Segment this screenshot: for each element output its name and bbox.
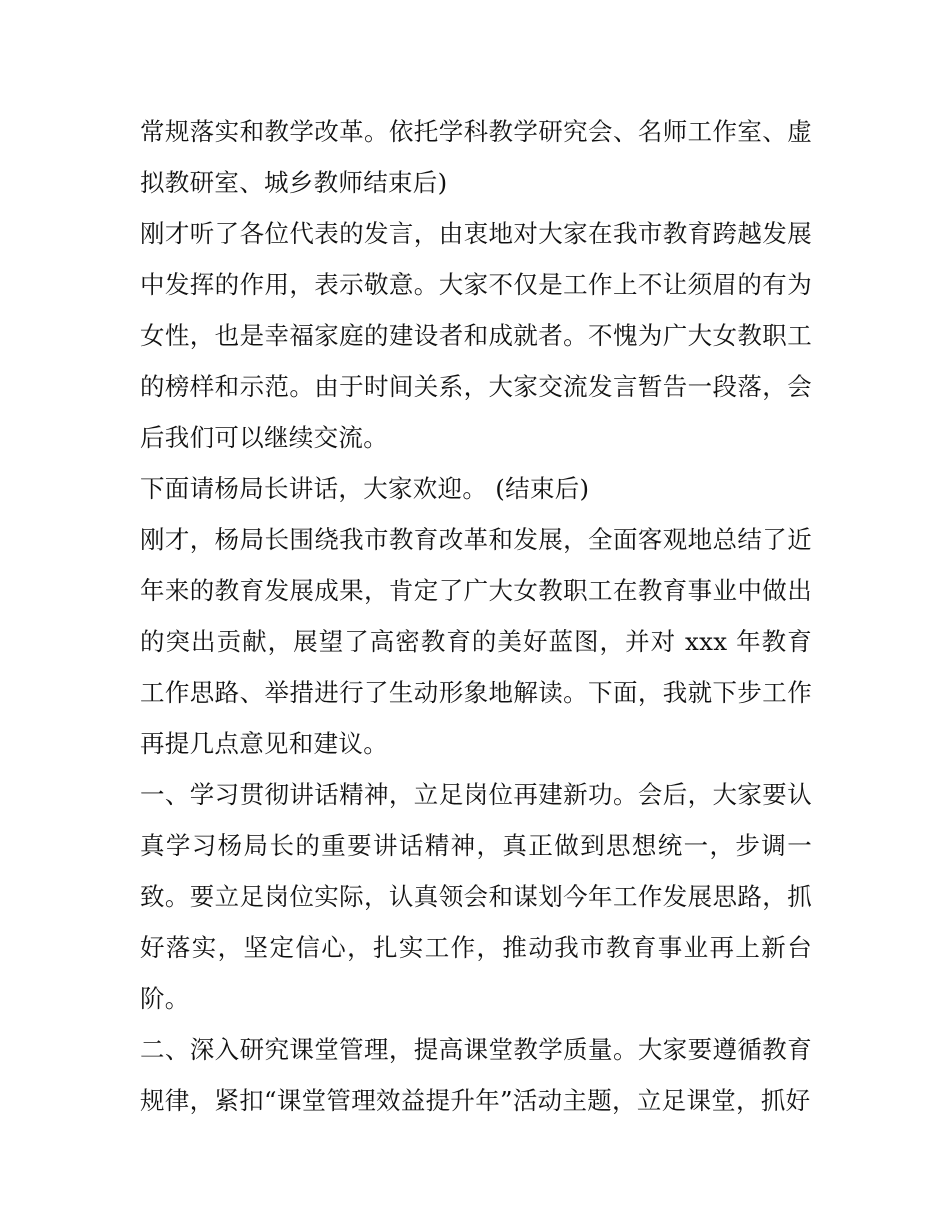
paragraph-2: 刚才听了各位代表的发言，由衷地对大家在我市教育跨越发展中发挥的作用，表示敬意。大家不仅是工作上不让须眉的有为女性，也是幸福家庭的建设者和成就者。不愧为广大女教职工的榜样和示范。由于时间关系，大家交流发言暂告一段落，会后我们可以继续交流。: [140, 219, 812, 452]
paragraph-6: 二、深入研究课堂管理，提高课堂教学质量。大家要遵循教育规律，紧扣“课堂管理效益提升年”活动主题，立足课堂，抓好: [140, 1035, 812, 1115]
paragraph-3: 下面请杨局长讲话，大家欢迎。 (结束后): [140, 474, 590, 503]
paragraph-5: 一、学习贯彻讲话精神，立足岗位再建新功。会后，大家要认真学习杨局长的重要讲话精神，真正做到思想统一，步调一致。要立足岗位实际，认真领会和谋划今年工作发展思路，抓好落实，坚定信心，扎实工作，推动我市教育事业再上新台阶。: [140, 780, 812, 1013]
document-body: [140, 106, 812, 1126]
paragraph-4: 刚才，杨局长围绕我市教育改革和发展，全面客观地总结了近年来的教育发展成果，肯定了广大女教职工在教育事业中做出的突出贡献，展望了高密教育的美好蓝图，并对 xxx 年教育工作思路、举措进行了生动形象地解读。下面，我就下步工作再提几点意见和建议。: [140, 525, 812, 758]
paragraph-1: 常规落实和教学改革。依托学科教学研究会、名师工作室、虚拟教研室、城乡教师结束后): [140, 117, 812, 197]
